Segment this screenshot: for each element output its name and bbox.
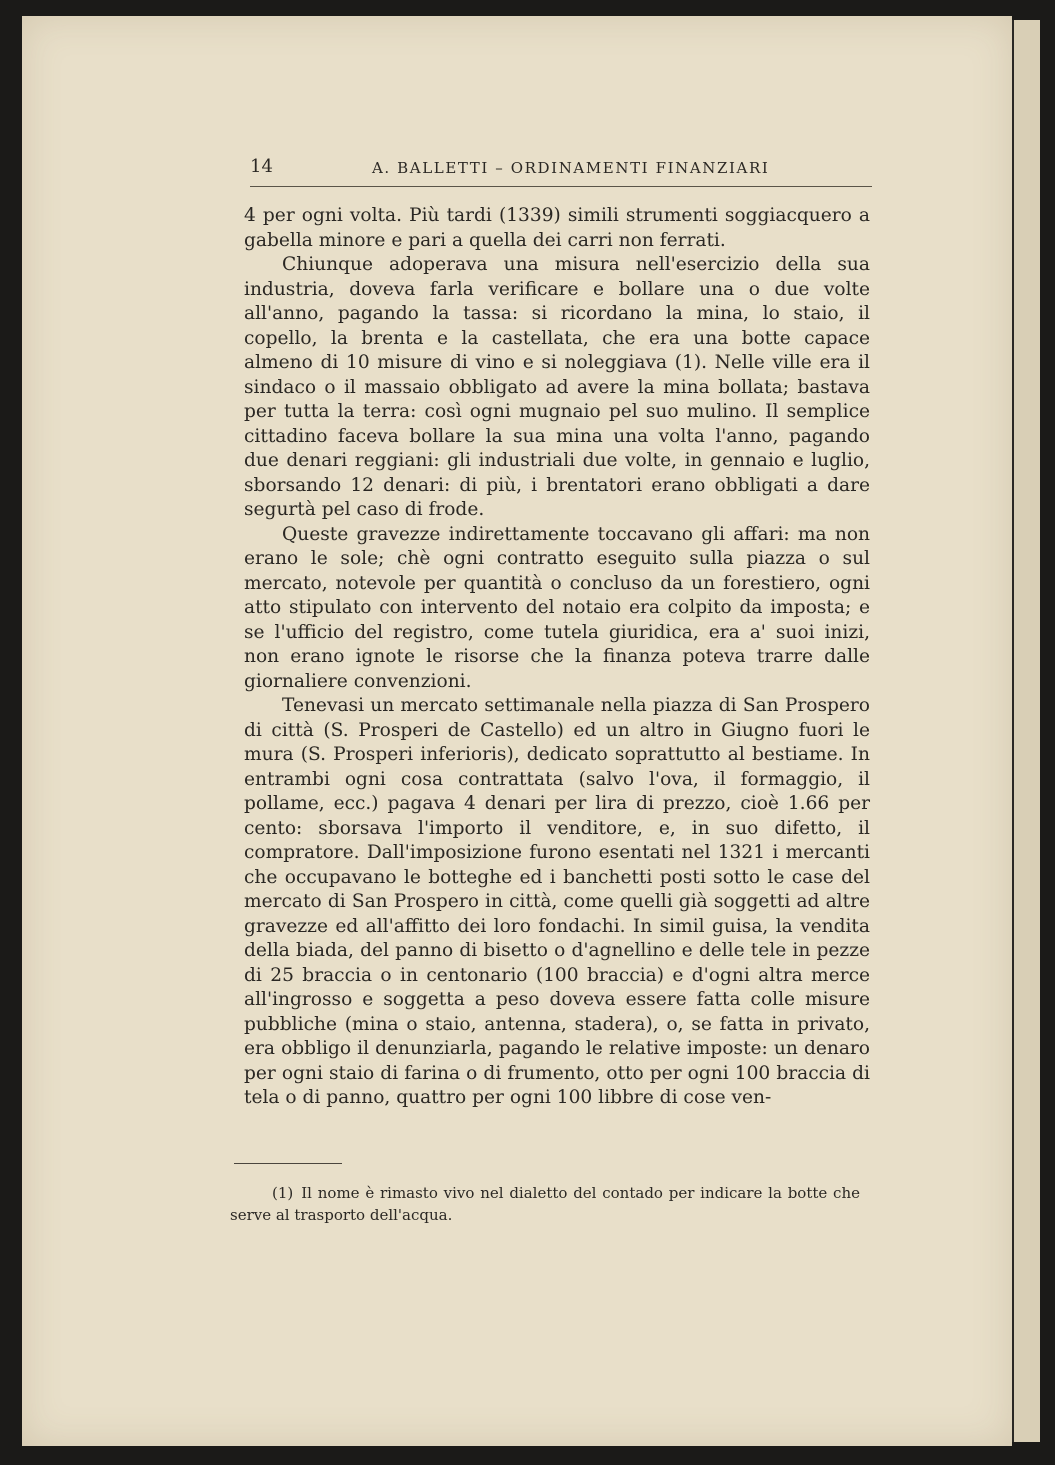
running-head: A. BALLETTI – ORDINAMENTI FINANZIARI [372, 159, 770, 177]
page-header [250, 152, 872, 187]
footnote-rule [234, 1163, 342, 1164]
page-number: 14 [250, 156, 273, 177]
paragraph-1: 4 per ogni volta. Più tardi (1339) simili strumenti soggiacquero a gabella minore e pari a quella dei carri non ferrati. [244, 205, 870, 251]
footnote-text: Il nome è rimasto vivo nel dialetto del contado per indicare la botte che serve al trasporto dell'acqua. [230, 1184, 860, 1224]
paragraph-2: Chiunque adoperava una misura nell'esercizio della sua industria, doveva farla verificare e bollare una o due volte all'anno, pagando la tassa: si ricordano la mina, lo staio, il copello, la brenta e la castellata, che era una botte capace almeno di 10 misure di vino e si noleggiava (1). Nelle ville era il sindaco o il massaio obbligato ad avere la mina bollata; bastava per tutta la terra: così ogni mugnaio pel suo mulino. Il semplice cittadino faceva bollare la sua mina una volta l'anno, pagando due denari reggiani: gli industriali due volte, in gennaio e luglio, sborsando 12 denari: di più, i brentatori erano obbligati a dare segurtà pel caso di frode. [244, 254, 870, 520]
paragraph-3: Queste gravezze indirettamente toccavano gli affari: ma non erano le sole; chè ogni contratto eseguito sulla piazza o sul mercato, notevole per quantità o concluso da un forestiero, ogni atto stipulato con intervento del notaio era colpito da imposta; e se l'ufficio del registro, come tutela giuridica, era a' suoi inizi, non erano ignote le risorse che la finanza poteva trarre dalle giornaliere convenzioni. [244, 523, 870, 692]
body-text [244, 204, 870, 1111]
paragraph-4: Tenevasi un mercato settimanale nella piazza di San Prospero di città (S. Prosperi de Castello) ed un altro in Giugno fuori le mura (S. Prosperi inferioris), dedicato soprattutto al bestiame. In entrambi ogni cosa contrattata (salvo l'ova, il formaggio, il pollame, ecc.) pagava 4 denari per lira di prezzo, cioè 1.66 per cento: sborsava l'importo il venditore, e, in suo difetto, il compratore. Dall'imposizione furono esentati nel 1321 i mercanti che occupavano le botteghe ed i banchetti posti sotto le case del mercato di San Prospero in città, come quelli già soggetti ad altre gravezze ed all'affitto dei loro fondachi. In simil guisa, la vendita della biada, del panno di bisetto o d'agnellino e delle tele in pezze di 25 braccia o in centonario (100 braccia) e d'ogni altra merce all'ingrosso e soggetta a peso doveva essere fatta colle misure pubbliche (mina o staio, antenna, stadera), o, se fatta in privato, era obbligo il denunziarla, pagando le relative imposte: un denaro per ogni staio di farina o di frumento, otto per ogni 100 braccia di tela o di panno, quattro per ogni 100 libbre di cose ven- [244, 695, 870, 1108]
footnote [230, 1182, 860, 1226]
adjacent-page-edge [1012, 20, 1040, 1442]
footnote-number: (1) [272, 1184, 294, 1202]
